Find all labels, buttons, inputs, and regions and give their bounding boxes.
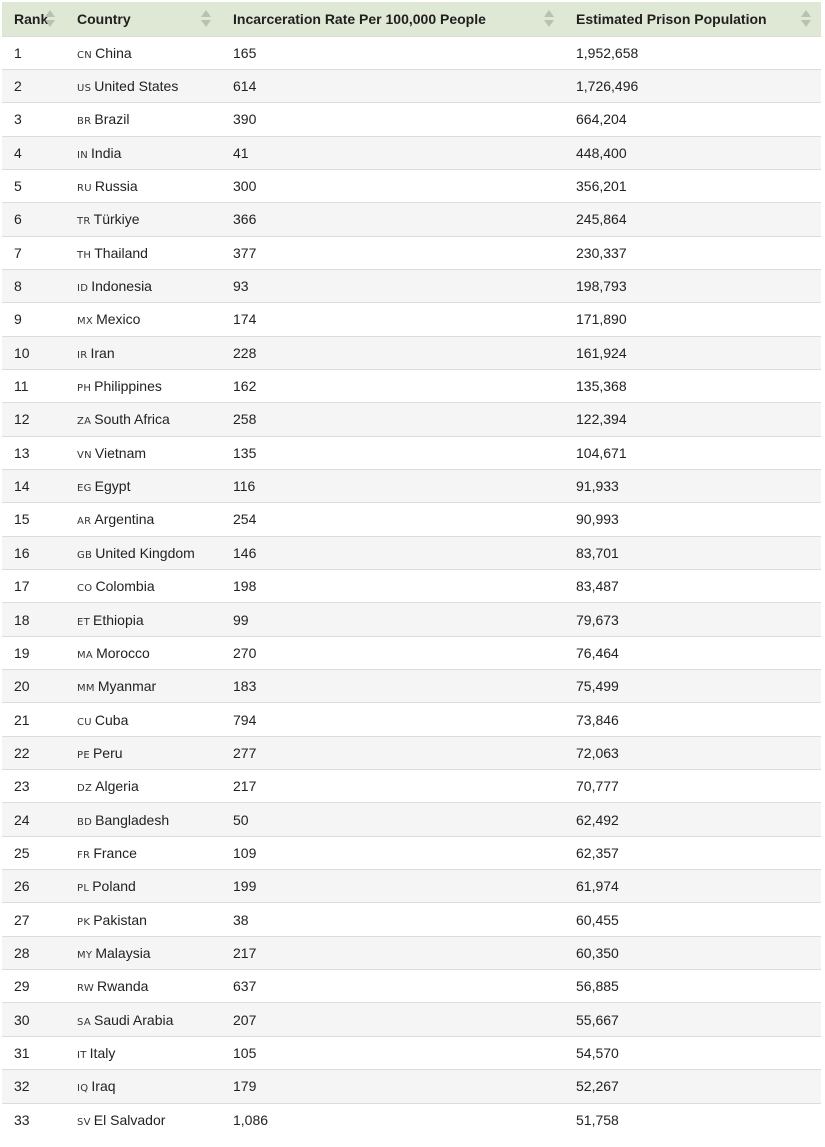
rate-cell: 183 — [221, 670, 564, 703]
rate-cell: 50 — [221, 803, 564, 836]
population-cell: 135,368 — [564, 369, 821, 402]
incarceration-table — [2, 2, 821, 1136]
country-cell — [65, 870, 221, 903]
country-name: Myanmar — [97, 678, 157, 695]
rate-cell: 99 — [221, 603, 564, 636]
column-header-country-label: Country — [77, 10, 131, 27]
table-row — [2, 603, 821, 636]
population-cell: 161,924 — [564, 336, 821, 369]
table-row — [2, 803, 821, 836]
country-cell — [65, 136, 221, 169]
rate-cell: 165 — [221, 36, 564, 69]
population-cell: 122,394 — [564, 403, 821, 436]
rate-cell: 109 — [221, 836, 564, 869]
country-cell — [65, 703, 221, 736]
country-name: Peru — [92, 744, 123, 761]
country-name: Türkiye — [93, 211, 140, 228]
country-flag-icon: VN — [77, 449, 92, 461]
country-flag-icon: MY — [77, 949, 93, 961]
country-name: Iran — [90, 344, 115, 361]
country-cell — [65, 269, 221, 302]
country-flag-icon: CN — [77, 49, 93, 61]
country-name: Malaysia — [95, 944, 151, 961]
country-cell — [65, 736, 221, 769]
column-header-country[interactable] — [65, 2, 221, 36]
country-flag-icon: ID — [77, 283, 89, 295]
country-cell — [65, 403, 221, 436]
country-name: United Kingdom — [95, 544, 195, 561]
country-name: Vietnam — [94, 444, 147, 461]
country-cell — [65, 103, 221, 136]
country-flag-icon: PK — [77, 916, 91, 928]
country-name: United States — [94, 78, 179, 95]
table-header — [2, 2, 821, 36]
country-name: Brazil — [94, 111, 130, 128]
rate-cell: 300 — [221, 169, 564, 202]
population-cell: 55,667 — [564, 1003, 821, 1036]
rate-cell: 258 — [221, 403, 564, 436]
country-name: Pakistan — [93, 911, 147, 928]
rate-cell: 198 — [221, 570, 564, 603]
country-flag-icon: CO — [77, 583, 93, 595]
population-cell: 356,201 — [564, 169, 821, 202]
country-cell — [65, 369, 221, 402]
column-header-rate-label: Incarceration Rate Per 100,000 People — [233, 10, 486, 27]
table-row — [2, 1070, 821, 1103]
country-flag-icon: PE — [77, 749, 90, 761]
column-header-population[interactable] — [564, 2, 821, 36]
population-cell: 104,671 — [564, 436, 821, 469]
country-name: Cuba — [94, 711, 129, 728]
country-cell — [65, 1103, 221, 1136]
country-cell — [65, 1070, 221, 1103]
population-cell: 54,570 — [564, 1036, 821, 1069]
rank-cell: 29 — [2, 970, 65, 1003]
country-name: Iraq — [91, 1078, 116, 1095]
rank-cell: 8 — [2, 269, 65, 302]
rate-cell: 93 — [221, 269, 564, 302]
country-name: Mexico — [96, 311, 141, 328]
population-cell: 171,890 — [564, 303, 821, 336]
country-name: Indonesia — [91, 278, 152, 295]
table-row — [2, 436, 821, 469]
country-name: Colombia — [95, 578, 155, 595]
rank-cell: 2 — [2, 69, 65, 102]
country-cell — [65, 636, 221, 669]
country-flag-icon: AR — [77, 516, 92, 528]
country-cell — [65, 836, 221, 869]
country-flag-icon: BD — [77, 816, 93, 828]
rate-cell: 270 — [221, 636, 564, 669]
country-cell — [65, 203, 221, 236]
population-cell: 245,864 — [564, 203, 821, 236]
population-cell: 664,204 — [564, 103, 821, 136]
country-name: Argentina — [94, 511, 155, 528]
table-row — [2, 870, 821, 903]
country-flag-icon: BR — [77, 116, 92, 128]
table-row — [2, 636, 821, 669]
population-cell: 448,400 — [564, 136, 821, 169]
population-cell: 70,777 — [564, 770, 821, 803]
country-name: Philippines — [94, 378, 162, 395]
table-row — [2, 369, 821, 402]
rate-cell: 146 — [221, 536, 564, 569]
country-name: Saudi Arabia — [93, 1011, 174, 1028]
sort-icon[interactable] — [544, 10, 554, 28]
population-cell: 72,063 — [564, 736, 821, 769]
table-row — [2, 403, 821, 436]
rate-cell: 217 — [221, 770, 564, 803]
country-cell — [65, 1003, 221, 1036]
population-cell: 90,993 — [564, 503, 821, 536]
population-cell: 62,492 — [564, 803, 821, 836]
country-flag-icon: IN — [77, 149, 89, 161]
table-row — [2, 136, 821, 169]
rate-cell: 614 — [221, 69, 564, 102]
country-flag-icon: SV — [77, 1116, 91, 1128]
rate-cell: 794 — [221, 703, 564, 736]
rate-cell: 105 — [221, 1036, 564, 1069]
country-cell — [65, 436, 221, 469]
rank-cell: 6 — [2, 203, 65, 236]
population-cell: 76,464 — [564, 636, 821, 669]
population-cell: 83,701 — [564, 536, 821, 569]
population-cell: 52,267 — [564, 1070, 821, 1103]
country-flag-icon: CU — [77, 716, 92, 728]
country-cell — [65, 336, 221, 369]
country-name: Italy — [89, 1044, 116, 1061]
country-flag-icon: IT — [77, 1049, 87, 1061]
population-cell: 60,455 — [564, 903, 821, 936]
table-row — [2, 1036, 821, 1069]
rank-cell: 25 — [2, 836, 65, 869]
country-name: India — [91, 144, 122, 161]
rank-cell: 19 — [2, 636, 65, 669]
country-cell — [65, 469, 221, 502]
rank-cell: 32 — [2, 1070, 65, 1103]
country-cell — [65, 803, 221, 836]
table-row — [2, 970, 821, 1003]
country-name: El Salvador — [93, 1111, 166, 1128]
population-cell: 230,337 — [564, 236, 821, 269]
country-cell — [65, 169, 221, 202]
sort-icon[interactable] — [45, 10, 55, 28]
country-flag-icon: FR — [77, 849, 91, 861]
population-cell: 62,357 — [564, 836, 821, 869]
country-cell — [65, 503, 221, 536]
rank-cell: 7 — [2, 236, 65, 269]
rate-cell: 366 — [221, 203, 564, 236]
rank-cell: 12 — [2, 403, 65, 436]
country-flag-icon: IQ — [77, 1083, 89, 1095]
rate-cell: 41 — [221, 136, 564, 169]
rate-cell: 162 — [221, 369, 564, 402]
country-flag-icon: MX — [77, 316, 94, 328]
rate-cell: 277 — [221, 736, 564, 769]
rank-cell: 13 — [2, 436, 65, 469]
country-cell — [65, 903, 221, 936]
country-flag-icon: ZA — [77, 416, 92, 428]
table-row — [2, 469, 821, 502]
rank-cell: 9 — [2, 303, 65, 336]
country-cell — [65, 603, 221, 636]
country-cell — [65, 770, 221, 803]
column-header-rate[interactable] — [221, 2, 564, 36]
rank-cell: 23 — [2, 770, 65, 803]
population-cell: 91,933 — [564, 469, 821, 502]
population-cell: 56,885 — [564, 970, 821, 1003]
country-cell — [65, 236, 221, 269]
rate-cell: 637 — [221, 970, 564, 1003]
column-header-rank-label: Rank — [14, 10, 49, 27]
population-cell: 61,974 — [564, 870, 821, 903]
table-row — [2, 570, 821, 603]
table-row — [2, 736, 821, 769]
rank-cell: 4 — [2, 136, 65, 169]
rank-cell: 31 — [2, 1036, 65, 1069]
country-name: Rwanda — [97, 978, 149, 995]
table-row — [2, 503, 821, 536]
rank-cell: 18 — [2, 603, 65, 636]
population-cell: 83,487 — [564, 570, 821, 603]
country-flag-icon: MA — [77, 649, 94, 661]
rate-cell: 179 — [221, 1070, 564, 1103]
population-cell: 79,673 — [564, 603, 821, 636]
country-flag-icon: DZ — [77, 783, 93, 795]
column-header-rank[interactable] — [2, 2, 65, 36]
rate-cell: 228 — [221, 336, 564, 369]
rank-cell: 20 — [2, 670, 65, 703]
rate-cell: 135 — [221, 436, 564, 469]
country-name: Bangladesh — [95, 811, 170, 828]
table-row — [2, 536, 821, 569]
country-flag-icon: TR — [77, 216, 91, 228]
table-row — [2, 1003, 821, 1036]
country-name: South Africa — [94, 411, 170, 428]
rank-cell: 24 — [2, 803, 65, 836]
rate-cell: 1,086 — [221, 1103, 564, 1136]
table-row — [2, 770, 821, 803]
rank-cell: 28 — [2, 936, 65, 969]
table-row — [2, 103, 821, 136]
rate-cell: 377 — [221, 236, 564, 269]
table-row — [2, 303, 821, 336]
country-flag-icon: GB — [77, 549, 93, 561]
table-row — [2, 903, 821, 936]
country-flag-icon: MM — [77, 683, 95, 695]
table-row — [2, 703, 821, 736]
country-flag-icon: SA — [77, 1016, 91, 1028]
country-cell — [65, 69, 221, 102]
country-flag-icon: PH — [77, 383, 92, 395]
rank-cell: 1 — [2, 36, 65, 69]
table-row — [2, 336, 821, 369]
rate-cell: 217 — [221, 936, 564, 969]
population-cell: 1,726,496 — [564, 69, 821, 102]
table-row — [2, 169, 821, 202]
sort-icon[interactable] — [801, 10, 811, 28]
country-cell — [65, 303, 221, 336]
country-flag-icon: EG — [77, 483, 92, 495]
population-cell: 73,846 — [564, 703, 821, 736]
table-row — [2, 36, 821, 69]
table-row — [2, 69, 821, 102]
country-name: China — [95, 44, 132, 61]
table-row — [2, 670, 821, 703]
rank-cell: 27 — [2, 903, 65, 936]
country-cell — [65, 936, 221, 969]
data-table-container — [2, 2, 821, 1136]
rate-cell: 207 — [221, 1003, 564, 1036]
country-flag-icon: TH — [77, 249, 92, 261]
country-name: Algeria — [95, 778, 139, 795]
country-cell — [65, 1036, 221, 1069]
rank-cell: 33 — [2, 1103, 65, 1136]
rank-cell: 5 — [2, 169, 65, 202]
rank-cell: 11 — [2, 369, 65, 402]
population-cell: 51,758 — [564, 1103, 821, 1136]
rank-cell: 21 — [2, 703, 65, 736]
rank-cell: 22 — [2, 736, 65, 769]
rank-cell: 15 — [2, 503, 65, 536]
rate-cell: 174 — [221, 303, 564, 336]
sort-icon[interactable] — [201, 10, 211, 28]
country-cell — [65, 670, 221, 703]
population-cell: 1,952,658 — [564, 36, 821, 69]
country-name: Morocco — [96, 644, 150, 661]
table-row — [2, 236, 821, 269]
country-flag-icon: IR — [77, 349, 88, 361]
rank-cell: 30 — [2, 1003, 65, 1036]
country-name: Russia — [94, 178, 138, 195]
country-flag-icon: RU — [77, 183, 92, 195]
rank-cell: 17 — [2, 570, 65, 603]
country-flag-icon: PL — [77, 883, 90, 895]
table-row — [2, 269, 821, 302]
rank-cell: 26 — [2, 870, 65, 903]
rate-cell: 38 — [221, 903, 564, 936]
rank-cell: 16 — [2, 536, 65, 569]
country-flag-icon: US — [77, 83, 92, 95]
table-row — [2, 203, 821, 236]
rank-cell: 3 — [2, 103, 65, 136]
country-name: Ethiopia — [93, 611, 144, 628]
rate-cell: 199 — [221, 870, 564, 903]
country-cell — [65, 970, 221, 1003]
population-cell: 60,350 — [564, 936, 821, 969]
rank-cell: 10 — [2, 336, 65, 369]
country-name: Egypt — [94, 478, 131, 495]
header-row — [2, 2, 821, 36]
population-cell: 198,793 — [564, 269, 821, 302]
population-cell: 75,499 — [564, 670, 821, 703]
country-cell — [65, 536, 221, 569]
rate-cell: 254 — [221, 503, 564, 536]
country-name: France — [93, 844, 137, 861]
country-cell — [65, 570, 221, 603]
country-flag-icon: RW — [77, 983, 95, 995]
country-cell — [65, 36, 221, 69]
rank-cell: 14 — [2, 469, 65, 502]
table-body — [2, 36, 821, 1136]
rate-cell: 390 — [221, 103, 564, 136]
country-name: Poland — [92, 878, 136, 895]
rate-cell: 116 — [221, 469, 564, 502]
column-header-population-label: Estimated Prison Population — [576, 10, 767, 27]
country-name: Thailand — [94, 244, 148, 261]
table-row — [2, 1103, 821, 1136]
country-flag-icon: ET — [77, 616, 91, 628]
table-row — [2, 836, 821, 869]
table-row — [2, 936, 821, 969]
